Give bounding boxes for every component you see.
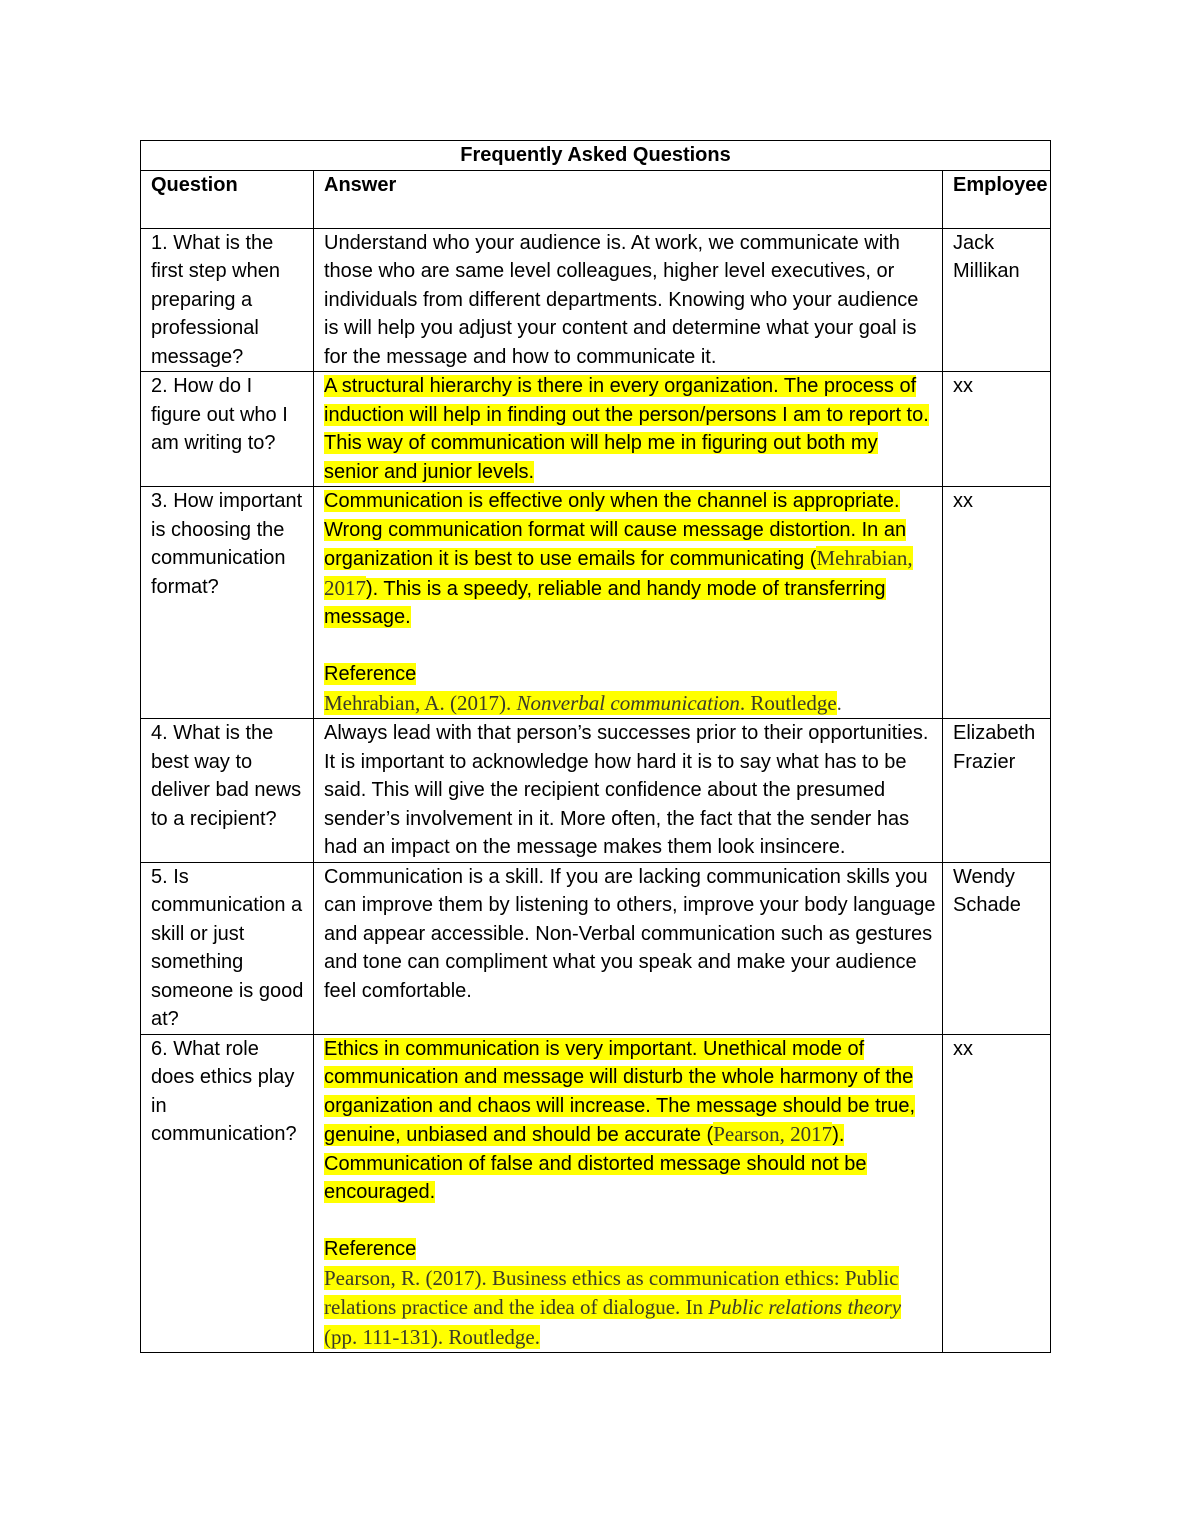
table-row [141,862,1051,1034]
reference-entry [324,1264,936,1353]
employee-cell: Jack Millikan [943,228,1051,372]
employee-cell: Wendy Schade [943,862,1051,1034]
header-answer: Answer [314,170,943,228]
reference-title: Nonverbal communication [516,690,740,715]
table-title: Frequently Asked Questions [141,141,1051,171]
table-row [141,719,1051,863]
faq-table [140,140,1051,1353]
header-question: Question [141,170,314,228]
answer-text: A structural hierarchy is there in every organization. The process of induction will help in finding out the person/persons I am to report to. This way of communication will help me in figuring out both my senior and junior levels. [324,375,929,483]
answer-cell [314,372,943,487]
reference-publisher: (pp. 111-131). Routledge. [324,1324,540,1349]
employee-cell: Elizabeth Frazier [943,719,1051,863]
employee-cell: xx [943,1034,1051,1353]
spacer [324,1207,936,1236]
reference-label [324,660,936,689]
answer-cell: Communication is a skill. If you are lacking communication skills you can improve them by listening to others, improve your body language and appear accessible. Non-Verbal communication such as gestures and tone can compliment what you speak and make your audience feel comfortable. [314,862,943,1034]
reference-period: . [836,692,842,715]
reference-text: Mehrabian, A. (2017). [324,690,517,715]
question-cell: 3. How important is choosing the communication format? [141,487,314,719]
answer-paragraph [324,487,936,632]
answer-cell: Understand who your audience is. At work, we communicate with those who are same level colleagues, higher level executives, or individuals from different departments. Knowing who your audience is will help you adjust your content and determine what your goal is for the message and how to communicate it. [314,228,943,372]
question-cell: 5. Is communication a skill or just something someone is good at? [141,862,314,1034]
answer-cell [314,487,943,719]
header-row [141,170,1051,228]
reference-title: Public relations theory [708,1295,902,1319]
reference-publisher: . Routledge [739,690,837,715]
employee-cell: xx [943,372,1051,487]
table-row [141,487,1051,719]
answer-text: Ethics in communication is very important. Unethical mode of communication and message will disturb the whole harmony of the organization and chaos will increase. The message should be true, genuine, unbiased and should be accurate ( [324,1037,916,1146]
answer-text-cont: ). This is a speedy, reliable and handy mode of transferring message. [324,577,886,628]
reference-text: Pearson, R. (2017). Business ethics as communication ethics: Public relations practice and the idea of dialogue. In [324,1265,899,1319]
table-row [141,228,1051,372]
title-row [141,141,1051,171]
answer-paragraph [324,1035,936,1207]
citation: Mehrabian, 2017 [324,546,913,600]
question-cell: 2. How do I figure out who I am writing to? [141,372,314,487]
answer-text-cont: ). Communication of false and distorted message should not be encouraged. [324,1124,867,1203]
reference-label-text: Reference [324,663,417,685]
table-row [141,372,1051,487]
reference-entry [324,689,936,719]
question-cell: 4. What is the best way to deliver bad news to a recipient? [141,719,314,863]
citation: Pearson, 2017 [713,1122,833,1146]
reference-label-text: Reference [324,1238,417,1260]
answer-text: Communication is effective only when the channel is appropriate. Wrong communication format will cause message distortion. In an organization it is best to use emails for communicating ( [324,490,907,570]
question-cell: 6. What role does ethics play in communication? [141,1034,314,1353]
reference-label [324,1235,936,1264]
answer-cell [314,1034,943,1353]
header-employee: Employee [943,170,1051,228]
table-row [141,1034,1051,1353]
spacer [324,632,936,661]
question-cell: 1. What is the first step when preparing a professional message? [141,228,314,372]
employee-cell: xx [943,487,1051,719]
answer-cell: Always lead with that person’s successes prior to their opportunities. It is important to acknowledge how hard it is to say what has to be said. This will give the recipient confidence about the presumed sender’s involvement in it. More often, the fact that the sender has had an impact on the message makes them look insincere. [314,719,943,863]
